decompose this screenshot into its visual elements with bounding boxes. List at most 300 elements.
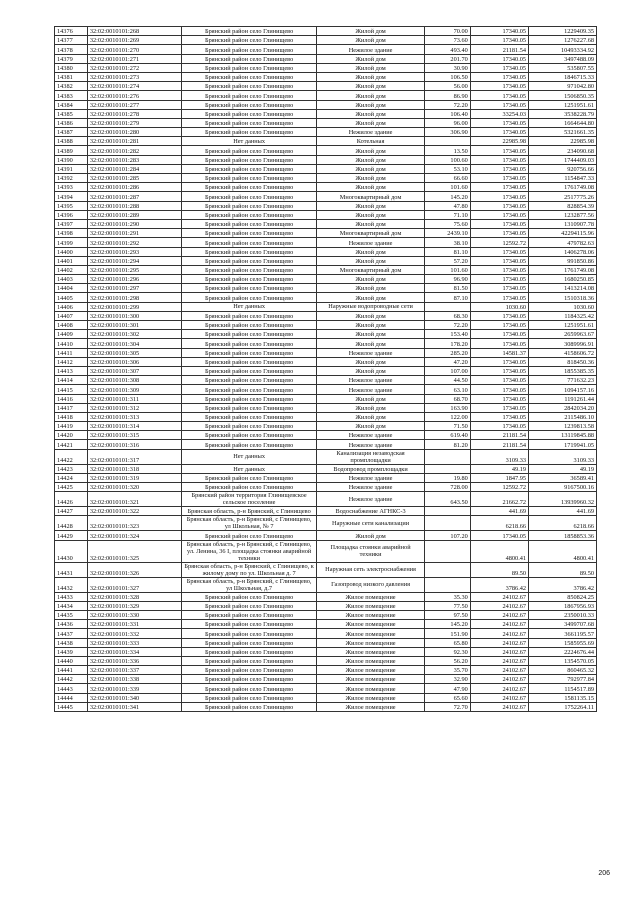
- object-type-cell: Жилой дом: [316, 183, 424, 192]
- area-cell: 35.70: [425, 666, 471, 675]
- address-cell: Брянский район село Глинищево: [182, 72, 317, 81]
- cadastral-value-cell: 2842034.20: [529, 403, 597, 412]
- cadastral-value-cell: 4800.41: [529, 540, 597, 562]
- address-cell: Брянский район село Глинищево: [182, 666, 317, 675]
- specific-value-cell: 17340.05: [470, 91, 528, 100]
- cadastral-value-cell: 1846715.33: [529, 72, 597, 81]
- object-type-cell: Водоснабжение АГНКС-3: [316, 507, 424, 516]
- row-number-cell: 14392: [55, 174, 88, 183]
- area-cell: 81.10: [425, 247, 471, 256]
- specific-value-cell: 17340.05: [470, 403, 528, 412]
- area-cell: 100.60: [425, 155, 471, 164]
- address-cell: Брянский район село Глинищево: [182, 675, 317, 684]
- specific-value-cell: 1847.95: [470, 473, 528, 482]
- row-number-cell: 14441: [55, 666, 88, 675]
- specific-value-cell: 17340.05: [470, 321, 528, 330]
- table-body: [55, 27, 597, 712]
- area-cell: 47.20: [425, 357, 471, 366]
- specific-value-cell: 17340.05: [470, 210, 528, 219]
- object-type-cell: Жилой дом: [316, 321, 424, 330]
- object-type-cell: Жилой дом: [316, 422, 424, 431]
- cadastral-number-cell: 32:02:0010101:299: [87, 302, 181, 311]
- area-cell: 71.50: [425, 422, 471, 431]
- cadastral-number-cell: 32:02:0010101:321: [87, 492, 181, 507]
- cadastral-number-cell: 32:02:0010101:331: [87, 620, 181, 629]
- address-cell: Брянский район село Глинищево: [182, 164, 317, 173]
- object-type-cell: Нежилое здание: [316, 431, 424, 440]
- area-cell: 53.10: [425, 164, 471, 173]
- address-cell: Брянский район село Глинищево: [182, 647, 317, 656]
- object-type-cell: Наружная сеть электроснабжения: [316, 562, 424, 577]
- row-number-cell: 14414: [55, 376, 88, 385]
- object-type-cell: Нежилое здание: [316, 483, 424, 492]
- row-number-cell: 14439: [55, 647, 88, 656]
- specific-value-cell: 17340.05: [470, 27, 528, 36]
- cadastral-value-cell: 1229409.35: [529, 27, 597, 36]
- cadastral-number-cell: 32:02:0010101:306: [87, 357, 181, 366]
- area-cell: 96.00: [425, 118, 471, 127]
- specific-value-cell: 17340.05: [470, 128, 528, 137]
- address-cell: Брянский район село Глинищево: [182, 63, 317, 72]
- address-cell: Брянский район село Глинищево: [182, 27, 317, 36]
- row-number-cell: 14410: [55, 339, 88, 348]
- object-type-cell: Нежилое здание: [316, 376, 424, 385]
- specific-value-cell: 17340.05: [470, 164, 528, 173]
- row-number-cell: 14381: [55, 72, 88, 81]
- table-row: [55, 146, 597, 155]
- address-cell: Брянский район село Глинищево: [182, 422, 317, 431]
- cadastral-number-cell: 32:02:0010101:315: [87, 431, 181, 440]
- cadastral-value-cell: 1719941.05: [529, 440, 597, 449]
- area-cell: 71.10: [425, 210, 471, 219]
- cadastral-number-cell: 32:02:0010101:301: [87, 321, 181, 330]
- area-cell: 81.50: [425, 284, 471, 293]
- table-row: [55, 702, 597, 711]
- table-row: [55, 675, 597, 684]
- specific-value-cell: 17340.05: [470, 275, 528, 284]
- specific-value-cell: 17340.05: [470, 72, 528, 81]
- cadastral-number-cell: 32:02:0010101:285: [87, 174, 181, 183]
- specific-value-cell: 12592.72: [470, 238, 528, 247]
- table-row: [55, 376, 597, 385]
- row-number-cell: 14384: [55, 100, 88, 109]
- specific-value-cell: 6218.66: [470, 516, 528, 531]
- address-cell: Брянский район село Глинищево: [182, 256, 317, 265]
- address-cell: Брянский район село Глинищево: [182, 629, 317, 638]
- table-row: [55, 302, 597, 311]
- row-number-cell: 14429: [55, 531, 88, 540]
- address-cell: Брянский район село Глинищево: [182, 247, 317, 256]
- row-number-cell: 14426: [55, 492, 88, 507]
- address-cell: Брянский район село Глинищево: [182, 210, 317, 219]
- cadastral-number-cell: 32:02:0010101:337: [87, 666, 181, 675]
- row-number-cell: 14444: [55, 693, 88, 702]
- row-number-cell: 14436: [55, 620, 88, 629]
- address-cell: Брянский район село Глинищево: [182, 155, 317, 164]
- address-cell: Брянский район село Глинищево: [182, 440, 317, 449]
- table-row: [55, 473, 597, 482]
- area-cell: [425, 540, 471, 562]
- object-type-cell: Жилой дом: [316, 72, 424, 81]
- cadastral-value-cell: 4158606.72: [529, 348, 597, 357]
- row-number-cell: 14394: [55, 192, 88, 201]
- cadastral-value-cell: 5321661.35: [529, 128, 597, 137]
- area-cell: 30.90: [425, 63, 471, 72]
- table-row: [55, 247, 597, 256]
- specific-value-cell: 21181.54: [470, 431, 528, 440]
- object-type-cell: Жилой дом: [316, 100, 424, 109]
- row-number-cell: 14378: [55, 45, 88, 54]
- object-type-cell: Жилой дом: [316, 311, 424, 320]
- object-type-cell: Жилой дом: [316, 146, 424, 155]
- address-cell: Брянский район село Глинищево: [182, 146, 317, 155]
- cadastral-value-cell: 1752264.11: [529, 702, 597, 711]
- specific-value-cell: 24102.67: [470, 656, 528, 665]
- specific-value-cell: 441.69: [470, 507, 528, 516]
- address-cell: Брянский район село Глинищево: [182, 128, 317, 137]
- area-cell: 44.50: [425, 376, 471, 385]
- table-row: [55, 275, 597, 284]
- specific-value-cell: 17340.05: [470, 330, 528, 339]
- address-cell: Брянский район село Глинищево: [182, 531, 317, 540]
- specific-value-cell: 3786.42: [470, 577, 528, 592]
- specific-value-cell: 33254.03: [470, 109, 528, 118]
- cadastral-number-cell: 32:02:0010101:288: [87, 201, 181, 210]
- object-type-cell: Жилой дом: [316, 155, 424, 164]
- table-row: [55, 540, 597, 562]
- object-type-cell: Нежилое здание: [316, 45, 424, 54]
- area-cell: 106.50: [425, 72, 471, 81]
- row-number-cell: 14387: [55, 128, 88, 137]
- cadastral-value-cell: 1664644.80: [529, 118, 597, 127]
- address-cell: Брянский район село Глинищево: [182, 293, 317, 302]
- cadastral-number-cell: 32:02:0010101:317: [87, 449, 181, 464]
- specific-value-cell: 17340.05: [470, 100, 528, 109]
- row-number-cell: 14388: [55, 137, 88, 146]
- specific-value-cell: 3109.33: [470, 449, 528, 464]
- area-cell: 107.00: [425, 366, 471, 375]
- cadastral-number-cell: 32:02:0010101:296: [87, 275, 181, 284]
- cadastral-value-cell: 1581135.15: [529, 693, 597, 702]
- object-type-cell: Жилой дом: [316, 256, 424, 265]
- object-type-cell: Жилое помещение: [316, 684, 424, 693]
- cadastral-number-cell: 32:02:0010101:308: [87, 376, 181, 385]
- address-cell: Брянский район село Глинищево: [182, 330, 317, 339]
- area-cell: 57.20: [425, 256, 471, 265]
- cadastral-value-cell: 1239813.58: [529, 422, 597, 431]
- object-type-cell: Жилой дом: [316, 63, 424, 72]
- specific-value-cell: 49.19: [470, 464, 528, 473]
- table-row: [55, 638, 597, 647]
- row-number-cell: 14438: [55, 638, 88, 647]
- cadastral-value-cell: 535807.55: [529, 63, 597, 72]
- cadastral-value-cell: 2224676.44: [529, 647, 597, 656]
- table-row: [55, 516, 597, 531]
- object-type-cell: Жилой дом: [316, 293, 424, 302]
- specific-value-cell: 17340.05: [470, 531, 528, 540]
- specific-value-cell: 17340.05: [470, 311, 528, 320]
- row-number-cell: 14395: [55, 201, 88, 210]
- address-cell: Нет данных: [182, 302, 317, 311]
- cadastral-value-cell: 2659963.67: [529, 330, 597, 339]
- table-row: [55, 128, 597, 137]
- cadastral-number-cell: 32:02:0010101:269: [87, 36, 181, 45]
- specific-value-cell: 4800.41: [470, 540, 528, 562]
- area-cell: 47.90: [425, 684, 471, 693]
- cadastral-value-cell: 792977.84: [529, 675, 597, 684]
- cadastral-value-cell: 6218.66: [529, 516, 597, 531]
- cadastral-number-cell: 32:02:0010101:281: [87, 137, 181, 146]
- area-cell: 306.90: [425, 128, 471, 137]
- cadastral-number-cell: 32:02:0010101:312: [87, 403, 181, 412]
- area-cell: 201.70: [425, 54, 471, 63]
- table-row: [55, 577, 597, 592]
- table-row: [55, 357, 597, 366]
- row-number-cell: 14393: [55, 183, 88, 192]
- cadastral-value-cell: 89.50: [529, 562, 597, 577]
- address-cell: Брянский район село Глинищево: [182, 376, 317, 385]
- table-row: [55, 63, 597, 72]
- specific-value-cell: 17340.05: [470, 394, 528, 403]
- row-number-cell: 14424: [55, 473, 88, 482]
- cadastral-number-cell: 32:02:0010101:334: [87, 647, 181, 656]
- table-row: [55, 394, 597, 403]
- object-type-cell: Жилой дом: [316, 275, 424, 284]
- table-row: [55, 562, 597, 577]
- specific-value-cell: 17340.05: [470, 256, 528, 265]
- cadastral-value-cell: 1858853.36: [529, 531, 597, 540]
- area-cell: 107.20: [425, 531, 471, 540]
- address-cell: Брянский район село Глинищево: [182, 601, 317, 610]
- row-number-cell: 14443: [55, 684, 88, 693]
- table-row: [55, 36, 597, 45]
- address-cell: Брянский район село Глинищево: [182, 238, 317, 247]
- cadastral-value-cell: 991850.86: [529, 256, 597, 265]
- area-cell: 81.20: [425, 440, 471, 449]
- specific-value-cell: 17340.05: [470, 146, 528, 155]
- specific-value-cell: 22985.98: [470, 137, 528, 146]
- cadastral-value-cell: 42294115.96: [529, 229, 597, 238]
- specific-value-cell: 21181.54: [470, 440, 528, 449]
- area-cell: 56.00: [425, 82, 471, 91]
- specific-value-cell: 17340.05: [470, 366, 528, 375]
- cadastral-value-cell: 818450.36: [529, 357, 597, 366]
- table-row: [55, 137, 597, 146]
- address-cell: Брянская область, р-н Брянский, с Глинищево, к жилому дому по ул. Школьная д. 7: [182, 562, 317, 577]
- object-type-cell: Жилой дом: [316, 412, 424, 421]
- address-cell: Брянский район село Глинищево: [182, 693, 317, 702]
- address-cell: Брянский район село Глинищево: [182, 265, 317, 274]
- cadastral-number-cell: 32:02:0010101:294: [87, 256, 181, 265]
- specific-value-cell: 17340.05: [470, 229, 528, 238]
- address-cell: Брянский район село Глинищево: [182, 311, 317, 320]
- row-number-cell: 14411: [55, 348, 88, 357]
- row-number-cell: 14386: [55, 118, 88, 127]
- object-type-cell: Жилой дом: [316, 394, 424, 403]
- cadastral-value-cell: 3497488.09: [529, 54, 597, 63]
- row-number-cell: 14425: [55, 483, 88, 492]
- area-cell: 65.80: [425, 638, 471, 647]
- cadastral-value-cell: 1310907.78: [529, 219, 597, 228]
- cadastral-number-cell: 32:02:0010101:336: [87, 656, 181, 665]
- object-type-cell: Жилой дом: [316, 109, 424, 118]
- cadastral-number-cell: 32:02:0010101:280: [87, 128, 181, 137]
- address-cell: Брянская область, р-н Брянский, с Глинищево: [182, 507, 317, 516]
- cadastral-value-cell: 13119845.88: [529, 431, 597, 440]
- object-type-cell: Жилой дом: [316, 174, 424, 183]
- area-cell: 32.90: [425, 675, 471, 684]
- row-number-cell: 14391: [55, 164, 88, 173]
- specific-value-cell: 21181.54: [470, 45, 528, 54]
- table-row: [55, 321, 597, 330]
- cadastral-number-cell: 32:02:0010101:278: [87, 109, 181, 118]
- row-number-cell: 14399: [55, 238, 88, 247]
- table-row: [55, 629, 597, 638]
- cadastral-number-cell: 32:02:0010101:340: [87, 693, 181, 702]
- cadastral-value-cell: 1276227.68: [529, 36, 597, 45]
- cadastral-value-cell: 1761749.08: [529, 183, 597, 192]
- address-cell: Брянский район село Глинищево: [182, 54, 317, 63]
- cadastral-value-cell: 1680250.85: [529, 275, 597, 284]
- cadastral-value-cell: 1585955.69: [529, 638, 597, 647]
- cadastral-number-cell: 32:02:0010101:279: [87, 118, 181, 127]
- object-type-cell: Жилой дом: [316, 403, 424, 412]
- cadastral-value-cell: 1855385.35: [529, 366, 597, 375]
- area-cell: 73.60: [425, 36, 471, 45]
- cadastral-value-cell: 441.69: [529, 507, 597, 516]
- area-cell: 38.10: [425, 238, 471, 247]
- cadastral-number-cell: 32:02:0010101:304: [87, 339, 181, 348]
- object-type-cell: Нежилое здание: [316, 348, 424, 357]
- table-row: [55, 201, 597, 210]
- address-cell: Брянский район село Глинищево: [182, 36, 317, 45]
- specific-value-cell: 17340.05: [470, 247, 528, 256]
- cadastral-number-cell: 32:02:0010101:330: [87, 610, 181, 619]
- object-type-cell: Площадка стоянки аварийной техники: [316, 540, 424, 562]
- object-type-cell: Жилой дом: [316, 82, 424, 91]
- area-cell: 65.60: [425, 693, 471, 702]
- cadastral-number-cell: 32:02:0010101:314: [87, 422, 181, 431]
- specific-value-cell: 17340.05: [470, 192, 528, 201]
- specific-value-cell: 24102.67: [470, 629, 528, 638]
- area-cell: [425, 562, 471, 577]
- row-number-cell: 14407: [55, 311, 88, 320]
- table-row: [55, 265, 597, 274]
- address-cell: Брянский район село Глинищево: [182, 483, 317, 492]
- address-cell: Брянский район село Глинищево: [182, 275, 317, 284]
- cadastral-number-cell: 32:02:0010101:320: [87, 483, 181, 492]
- specific-value-cell: 17340.05: [470, 376, 528, 385]
- row-number-cell: 14421: [55, 440, 88, 449]
- address-cell: Брянский район село Глинищево: [182, 183, 317, 192]
- table-row: [55, 449, 597, 464]
- cadastral-value-cell: 1413214.08: [529, 284, 597, 293]
- specific-value-cell: 17340.05: [470, 412, 528, 421]
- address-cell: Брянский район село Глинищево: [182, 45, 317, 54]
- cadastral-number-cell: 32:02:0010101:319: [87, 473, 181, 482]
- specific-value-cell: 17340.05: [470, 339, 528, 348]
- address-cell: Брянский район село Глинищево: [182, 702, 317, 711]
- row-number-cell: 14442: [55, 675, 88, 684]
- cadastral-number-cell: 32:02:0010101:291: [87, 229, 181, 238]
- cadastral-number-cell: 32:02:0010101:284: [87, 164, 181, 173]
- row-number-cell: 14440: [55, 656, 88, 665]
- row-number-cell: 14403: [55, 275, 88, 284]
- cadastral-value-cell: 1761749.08: [529, 265, 597, 274]
- table-row: [55, 311, 597, 320]
- table-row: [55, 27, 597, 36]
- area-cell: 68.70: [425, 394, 471, 403]
- address-cell: Брянский район село Глинищево: [182, 357, 317, 366]
- row-number-cell: 14377: [55, 36, 88, 45]
- specific-value-cell: 17340.05: [470, 82, 528, 91]
- specific-value-cell: 17340.05: [470, 422, 528, 431]
- object-type-cell: Жилой дом: [316, 118, 424, 127]
- row-number-cell: 14382: [55, 82, 88, 91]
- area-cell: 19.80: [425, 473, 471, 482]
- specific-value-cell: 24102.67: [470, 610, 528, 619]
- object-type-cell: Нежилое здание: [316, 128, 424, 137]
- address-cell: Брянский район село Глинищево: [182, 366, 317, 375]
- table-row: [55, 610, 597, 619]
- address-cell: Брянский район село Глинищево: [182, 610, 317, 619]
- cadastral-value-cell: 36589.41: [529, 473, 597, 482]
- area-cell: 643.50: [425, 492, 471, 507]
- address-cell: Брянский район село Глинищево: [182, 403, 317, 412]
- cadastral-value-cell: 3499707.68: [529, 620, 597, 629]
- table-row: [55, 620, 597, 629]
- address-cell: Брянский район село Глинищево: [182, 174, 317, 183]
- row-number-cell: 14430: [55, 540, 88, 562]
- area-cell: 63.10: [425, 385, 471, 394]
- address-cell: Нет данных: [182, 464, 317, 473]
- object-type-cell: Канализация незаводская промплощадки: [316, 449, 424, 464]
- address-cell: Брянский район село Глинищево: [182, 201, 317, 210]
- row-number-cell: 14405: [55, 293, 88, 302]
- cadastral-number-cell: 32:02:0010101:283: [87, 155, 181, 164]
- address-cell: Брянский район село Глинищево: [182, 348, 317, 357]
- object-type-cell: Водопровод промплощадки: [316, 464, 424, 473]
- address-cell: Брянский район село Глинищево: [182, 385, 317, 394]
- address-cell: Нет данных: [182, 449, 317, 464]
- table-row: [55, 192, 597, 201]
- cadastral-value-cell: 1506850.35: [529, 91, 597, 100]
- specific-value-cell: 17340.05: [470, 183, 528, 192]
- cadastral-number-cell: 32:02:0010101:327: [87, 577, 181, 592]
- area-cell: [425, 137, 471, 146]
- address-cell: Брянский район село Глинищево: [182, 229, 317, 238]
- object-type-cell: Нежилое здание: [316, 385, 424, 394]
- area-cell: 35.30: [425, 592, 471, 601]
- specific-value-cell: 17340.05: [470, 54, 528, 63]
- table-row: [55, 109, 597, 118]
- row-number-cell: 14418: [55, 412, 88, 421]
- cadastral-number-cell: 32:02:0010101:298: [87, 293, 181, 302]
- area-cell: 70.00: [425, 27, 471, 36]
- object-type-cell: Жилое помещение: [316, 647, 424, 656]
- table-row: [55, 238, 597, 247]
- specific-value-cell: 24102.67: [470, 647, 528, 656]
- row-number-cell: 14400: [55, 247, 88, 256]
- area-cell: [425, 577, 471, 592]
- address-cell: Брянский район село Глинищево: [182, 684, 317, 693]
- object-type-cell: Жилое помещение: [316, 666, 424, 675]
- cadastral-number-cell: 32:02:0010101:273: [87, 72, 181, 81]
- address-cell: Брянский район село Глинищево: [182, 284, 317, 293]
- area-cell: [425, 464, 471, 473]
- row-number-cell: 14437: [55, 629, 88, 638]
- table-row: [55, 531, 597, 540]
